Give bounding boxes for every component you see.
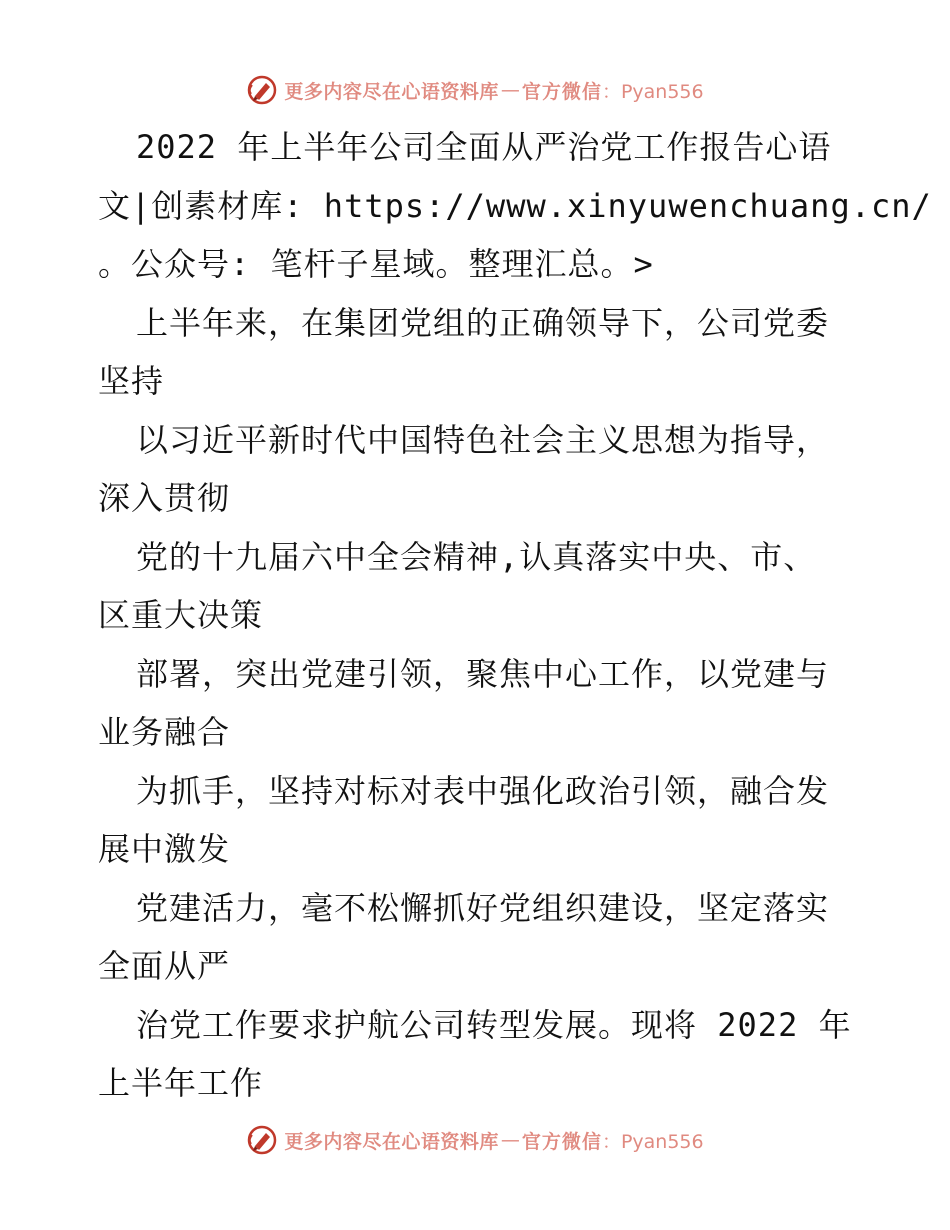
banner-official-text: 官方微信 [521,80,602,103]
banner-main-text: 更多内容尽在心语资料库 [284,1130,499,1153]
text-line: 党建活力，毫不松懈抓好党组织建设，坚定落实 [136,888,830,927]
text-line: 党的十九届六中全会精神,认真落实中央、市、 [136,537,817,576]
text-line: 展中激发 [98,830,231,868]
banner-wechat-id: ：Pyan556 [601,80,704,103]
text-line: 治党工作要求护航公司转型发展。现将 2022 年 [136,1005,852,1044]
text-line: 上半年来，在集团党组的正确领导下，公司党委 [136,303,830,342]
pen-logo-icon [246,1124,278,1156]
banner-dash: — [500,1129,520,1151]
banner-main-text: 更多内容尽在心语资料库 [284,80,499,103]
footer-banner [0,1120,950,1160]
text-line: 文|创素材库: https://www.xinyuwenchuang.cn/ [98,186,932,225]
banner-official-text: 官方微信 [521,1130,602,1153]
document-body [98,118,932,1113]
text-line: 2022 年上半年公司全面从严治党工作报告心语 [136,128,832,166]
text-line: 区重大决策 [98,596,264,634]
text-line: 部署，突出党建引领，聚焦中心工作，以党建与 [136,654,830,693]
banner-wechat-id: ：Pyan556 [601,1130,704,1153]
banner-dash: — [500,79,520,101]
text-line: 全面从严 [98,947,231,985]
text-line: 上半年工作 [98,1064,264,1102]
text-line: 以习近平新时代中国特色社会主义思想为指导， [136,420,830,459]
text-line: 坚持 [98,362,165,400]
text-line: 为抓手，坚持对标对表中强化政治引领，融合发 [136,771,830,810]
text-line: 。公众号: 笔杆子星域。整理汇总。> [98,245,654,283]
text-line: 业务融合 [98,713,231,751]
text-line: 深入贯彻 [98,479,231,517]
header-banner [0,70,950,110]
pen-logo-icon [246,74,278,106]
